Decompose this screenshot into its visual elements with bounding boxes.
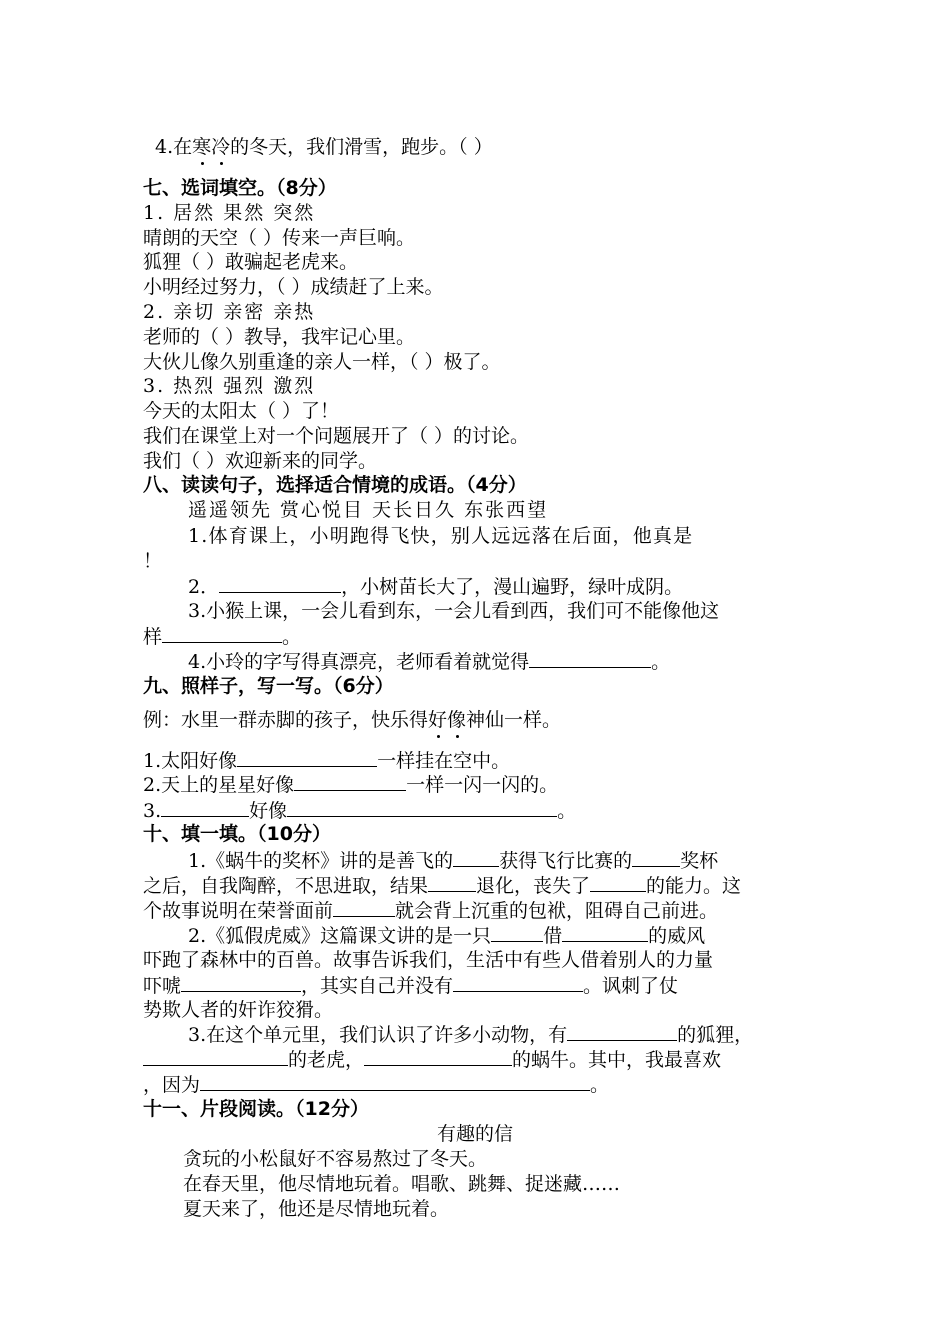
- s10-p3-line2: [143, 1047, 721, 1072]
- s8-question-4: [188, 649, 670, 674]
- s10-p1-line1: [188, 848, 718, 873]
- s8-question-3: 3.小猴上课，一会儿看到东，一会儿看到西，我们可不能像他这: [188, 600, 720, 622]
- emphasis-char: 像: [447, 709, 467, 731]
- text: 。: [590, 1074, 610, 1096]
- s9-question-2: [143, 772, 558, 797]
- text: 个故事说明在荣誉面前: [143, 900, 334, 922]
- s10-p2-line2: 吓跑了森林中的百兽。故事告诉我们，生活中有些人借着别人的力量: [143, 949, 714, 971]
- s10-p2-line1: [188, 923, 705, 948]
- s9-q2-pre: 2.天上的星星好像: [143, 774, 295, 796]
- s9-q3-mid: 好像: [249, 800, 288, 822]
- text: 的老虎，: [288, 1049, 365, 1071]
- answer-blank[interactable]: [181, 973, 301, 992]
- answer-blank[interactable]: [237, 748, 377, 767]
- s10-p1-line3: [143, 898, 718, 923]
- text: 。讽刺了仗: [583, 975, 679, 997]
- s8-q4-post: 。: [651, 651, 671, 673]
- section-7-heading: 七、选词填空。（8分）: [143, 177, 337, 199]
- text: 的狐狸，: [677, 1024, 754, 1046]
- s9-q3-post: 。: [557, 800, 577, 822]
- text: 3.在这个单元里，我们认识了许多小动物，有: [188, 1024, 568, 1046]
- emphasis-char: 寒: [192, 136, 212, 158]
- s7-sentence: 今天的太阳太（ ）了！: [143, 400, 340, 422]
- answer-blank[interactable]: [567, 1022, 677, 1041]
- s9-q1-post: 一样挂在空中。: [377, 750, 511, 772]
- answer-blank[interactable]: [529, 649, 651, 668]
- text: 就会背上沉重的包袱，阻碍自己前进。: [395, 900, 719, 922]
- answer-blank[interactable]: [200, 1072, 590, 1091]
- s8-question-1: 1.体育课上，小明跑得飞快，别人远远落在后面，他真是: [188, 525, 694, 547]
- answer-blank[interactable]: [162, 624, 282, 643]
- s7-sentence: 我们（ ）欢迎新来的同学。: [143, 450, 378, 472]
- s7-word-group-2: 2. 亲切 亲密 亲热: [143, 301, 316, 323]
- s7-sentence: 我们在课堂上对一个问题展开了（ ）的讨论。: [143, 425, 530, 447]
- s9-example-post: 神仙一样。: [466, 709, 562, 731]
- section-10-heading: 十、填一填。（10分）: [143, 823, 331, 845]
- s6-q4-text-post: 的冬天，我们滑雪，跑步。（ ）: [230, 136, 493, 158]
- s8-q2-post: ，小树苗长大了，漫山遍野，绿叶成阴。: [341, 576, 684, 598]
- answer-blank[interactable]: [161, 798, 249, 817]
- s9-question-1: [143, 748, 510, 773]
- text: 1.《蜗牛的奖杯》讲的是善飞的: [188, 850, 454, 872]
- text: 的能力。这: [646, 875, 742, 897]
- s8-q2-pre: 2．: [188, 576, 220, 598]
- text: 之后，自我陶醉，不思进取，结果: [143, 875, 429, 897]
- passage-line: 在春天里，他尽情地玩着。唱歌、跳舞、捉迷藏……: [183, 1173, 621, 1195]
- text: 借: [543, 925, 563, 947]
- answer-blank[interactable]: [632, 848, 680, 867]
- s10-p2-line3: [143, 973, 678, 998]
- section-8-heading: 八、读读句子，选择适合情境的成语。（4分）: [143, 474, 527, 496]
- answer-blank[interactable]: [453, 973, 583, 992]
- s9-q2-post: 一样一闪一闪的。: [406, 774, 559, 796]
- section-11-heading: 十一、片段阅读。（12分）: [143, 1098, 369, 1120]
- s8-question-1-end: ！: [143, 550, 163, 572]
- s9-q3-pre: 3.: [143, 800, 162, 822]
- s7-sentence: 老师的（ ）教导，我牢记心里。: [143, 326, 416, 348]
- answer-blank[interactable]: [364, 1047, 512, 1066]
- s9-question-3: [143, 798, 576, 823]
- passage-line: 夏天来了，他还是尽情地玩着。: [183, 1198, 450, 1220]
- answer-blank[interactable]: [287, 798, 557, 817]
- passage-title: 有趣的信: [436, 1123, 513, 1145]
- s9-q1-pre: 1.太阳好像: [143, 750, 238, 772]
- s9-example: [143, 708, 561, 732]
- text: ，因为: [143, 1074, 201, 1096]
- s8-q3-pre: 样: [143, 626, 163, 648]
- answer-blank[interactable]: [294, 772, 406, 791]
- s10-p1-line2: [143, 873, 741, 898]
- passage-line: 贪玩的小松鼠好不容易熬过了冬天。: [183, 1148, 488, 1170]
- answer-blank[interactable]: [590, 873, 646, 892]
- s8-question-3-cont: [143, 624, 301, 649]
- answer-blank[interactable]: [562, 923, 648, 942]
- s9-example-pre: 例：水里一群赤脚的孩子，快乐得: [143, 709, 429, 731]
- answer-blank[interactable]: [219, 574, 341, 593]
- text: 奖杯: [680, 850, 719, 872]
- s7-sentence: 小明经过努力，（ ）成绩赶了上来。: [143, 276, 444, 298]
- section-9-heading: 九、照样子，写一写。（6分）: [143, 675, 394, 697]
- s7-sentence: 狐狸（ ）敢骗起老虎来。: [143, 251, 359, 273]
- text: 获得飞行比赛的: [499, 850, 633, 872]
- s8-q4-pre: 4.小玲的字写得真漂亮，老师看着就觉得: [188, 651, 530, 673]
- s6-question-4: [155, 135, 493, 159]
- answer-blank[interactable]: [453, 848, 499, 867]
- answer-blank[interactable]: [333, 898, 395, 917]
- s7-sentence: 大伙儿像久别重逢的亲人一样，（ ）极了。: [143, 351, 501, 373]
- emphasis-char: 冷: [211, 136, 231, 158]
- text: ，其实自己并没有: [301, 975, 454, 997]
- answer-blank[interactable]: [143, 1047, 288, 1066]
- text: 的蜗牛。其中，我最喜欢: [512, 1049, 722, 1071]
- emphasis-char: 好: [428, 709, 448, 731]
- s8-idiom-list: 遥遥领先 赏心悦目 天长日久 东张西望: [188, 499, 549, 521]
- s8-question-2: [188, 574, 683, 599]
- s7-sentence: 晴朗的天空（ ）传来一声巨响。: [143, 227, 416, 249]
- text: 的威风: [648, 925, 706, 947]
- s7-word-group-3: 3. 热烈 强烈 激烈: [143, 375, 316, 397]
- text: 退化，丧失了: [476, 875, 591, 897]
- text: 2.《狐假虎威》这篇课文讲的是一只: [188, 925, 492, 947]
- s6-q4-text-pre: 4.在: [155, 136, 193, 158]
- s8-q3-post: 。: [282, 626, 302, 648]
- s10-p3-line1: [188, 1022, 753, 1047]
- s10-p3-line3: [143, 1072, 609, 1097]
- answer-blank[interactable]: [491, 923, 543, 942]
- text: 吓唬: [143, 975, 182, 997]
- s10-p2-line4: 势欺人者的奸诈狡猾。: [143, 999, 334, 1021]
- answer-blank[interactable]: [428, 873, 476, 892]
- s7-word-group-1: 1. 居然 果然 突然: [143, 202, 316, 224]
